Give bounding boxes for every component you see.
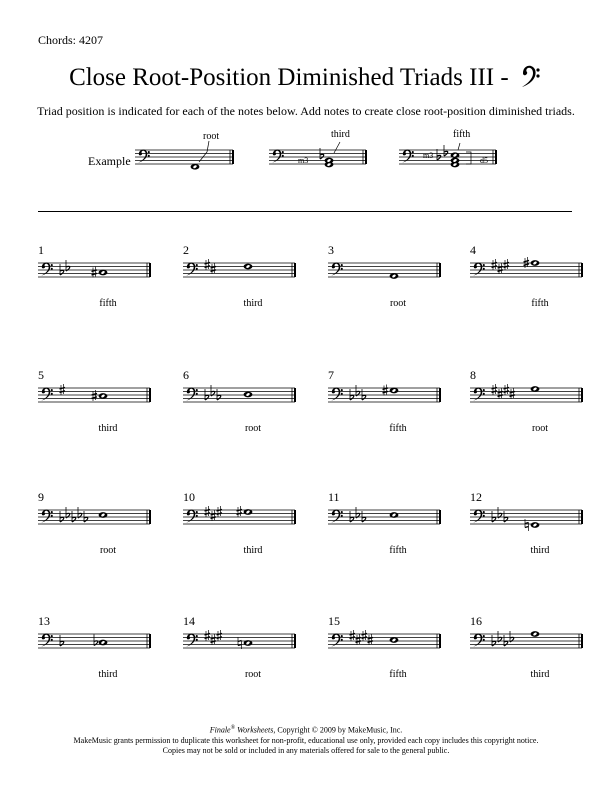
sharp-icon [205, 630, 211, 641]
whole-note [390, 273, 399, 279]
flat-icon [437, 149, 441, 160]
flat-icon [78, 507, 82, 518]
exercise-number: 2 [183, 243, 189, 257]
whole-note [191, 164, 200, 170]
exercise-staff-8 [470, 384, 582, 402]
position-label: third [243, 298, 263, 309]
position-label: third [98, 423, 118, 434]
footer-line-2: MakeMusic grants permission to duplicate this worksheet for non-profit, educational use only, provided each copy includes this copyright notice. [73, 735, 539, 745]
footer-line-1: Finale® Worksheets, Copyright © 2009 by MakeMusic, Inc. [209, 725, 403, 735]
exercise-staff-1 [38, 260, 150, 278]
position-label: fifth [531, 298, 549, 309]
instructions: Triad position is indicated for each of the notes below. Add notes to create close root-position diminished triads. [37, 104, 575, 118]
flat-icon [66, 260, 70, 271]
sharp-icon [60, 384, 66, 395]
whole-note [99, 393, 108, 399]
flat-icon [211, 385, 215, 396]
exercise-staff-3 [328, 262, 440, 278]
example-fifth-annotation: fifth [453, 129, 471, 140]
exercise-staff-6 [183, 385, 295, 402]
exercise-staff-7 [328, 385, 440, 403]
exercise-number: 14 [183, 614, 195, 628]
exercise-staff-13 [38, 633, 150, 648]
exercise-number: 12 [470, 490, 482, 504]
whole-note [244, 640, 253, 646]
position-label: root [244, 423, 262, 434]
example-fifth-interval-lower: m3 [423, 151, 434, 160]
example-fifth-interval-outer: d5 [480, 156, 488, 165]
whole-note [99, 640, 108, 646]
exercise-number: 1 [38, 243, 44, 257]
example-staff-2 [269, 142, 366, 167]
sharp-icon [362, 630, 368, 641]
whole-note [390, 512, 399, 518]
flat-icon [94, 635, 98, 646]
example-third-interval: m3 [298, 156, 309, 165]
example-third-annotation: third [331, 129, 350, 140]
sharp-icon [205, 506, 211, 517]
exercise-number: 6 [183, 368, 189, 382]
example-label: Example [88, 154, 131, 168]
whole-note [244, 264, 253, 270]
whole-note [325, 158, 334, 164]
exercise-number: 11 [328, 490, 340, 504]
exercise-number: 15 [328, 614, 340, 628]
sharp-icon [217, 506, 223, 517]
whole-note [531, 522, 540, 528]
chord-id: Chords: 4207 [38, 33, 104, 47]
sharp-icon [211, 263, 217, 274]
exercise-number: 10 [183, 490, 195, 504]
sharp-icon [356, 634, 362, 645]
exercise-number: 16 [470, 614, 482, 628]
whole-note [390, 388, 399, 394]
footer-line-3: Copies may not be sold or included in any materials offered for sale to the general public. [162, 745, 450, 755]
exercise-staff-4 [470, 257, 582, 277]
sharp-icon [368, 634, 374, 645]
position-label: root [244, 669, 262, 680]
position-label: root [99, 545, 117, 556]
whole-note [531, 386, 540, 392]
example-staff-3 [399, 143, 496, 167]
position-label: root [531, 423, 549, 434]
exercise-staff-5 [38, 384, 150, 402]
whole-note [244, 392, 253, 398]
whole-note [451, 152, 460, 158]
sharp-icon [492, 384, 498, 395]
exercise-staff-10 [183, 506, 295, 524]
position-label: root [389, 298, 407, 309]
position-label: fifth [99, 298, 117, 309]
sharp-icon [383, 385, 389, 396]
position-label: fifth [389, 669, 407, 680]
exercise-number: 9 [38, 490, 44, 504]
sharp-icon [217, 630, 223, 641]
flat-icon [444, 145, 448, 156]
exercise-staff-16 [470, 631, 582, 648]
position-label: third [243, 545, 263, 556]
exercise-staff-11 [328, 507, 440, 524]
sharp-icon [498, 263, 504, 274]
whole-note [531, 260, 540, 266]
position-label: third [98, 669, 118, 680]
sharp-icon [205, 259, 211, 270]
exercise-number: 13 [38, 614, 50, 628]
exercise-number: 7 [328, 368, 334, 382]
sharp-icon [504, 259, 510, 270]
example-staff-1 [135, 141, 233, 170]
sharp-icon [211, 510, 217, 521]
exercise-staff-9 [38, 507, 150, 524]
flat-icon [510, 631, 514, 642]
exercise-number: 4 [470, 243, 476, 257]
natural-icon [238, 637, 242, 649]
whole-note [244, 509, 253, 515]
exercise-staff-14 [183, 630, 295, 649]
whole-note [451, 158, 460, 164]
position-label: fifth [389, 423, 407, 434]
exercise-number: 5 [38, 368, 44, 382]
whole-note [99, 512, 108, 518]
flat-icon [356, 385, 360, 396]
page-title-text: Close Root-Position Diminished Triads III - [69, 64, 509, 91]
whole-note [99, 270, 108, 276]
sharp-icon [237, 506, 243, 517]
exercise-staff-12 [470, 507, 582, 531]
sharp-icon [211, 634, 217, 645]
sharp-icon [498, 388, 504, 399]
position-label: third [530, 545, 550, 556]
sharp-icon [350, 630, 356, 641]
exercise-staff-15 [328, 630, 440, 648]
sharp-icon [504, 384, 510, 395]
copyright-footer [0, 723, 612, 756]
position-label: fifth [389, 545, 407, 556]
position-label: third [530, 669, 550, 680]
sharp-icon [492, 259, 498, 270]
flat-icon [356, 507, 360, 518]
sharp-icon [510, 388, 516, 399]
whole-note [390, 637, 399, 643]
sharp-icon [92, 267, 98, 278]
exercise-number: 3 [328, 243, 334, 257]
exercise-staff-2 [183, 259, 295, 277]
exercise-number: 8 [470, 368, 476, 382]
whole-note [531, 631, 540, 637]
flat-icon [498, 507, 502, 518]
flat-icon [498, 631, 502, 642]
flat-icon [66, 507, 70, 518]
example-root-annotation: root [203, 131, 220, 142]
